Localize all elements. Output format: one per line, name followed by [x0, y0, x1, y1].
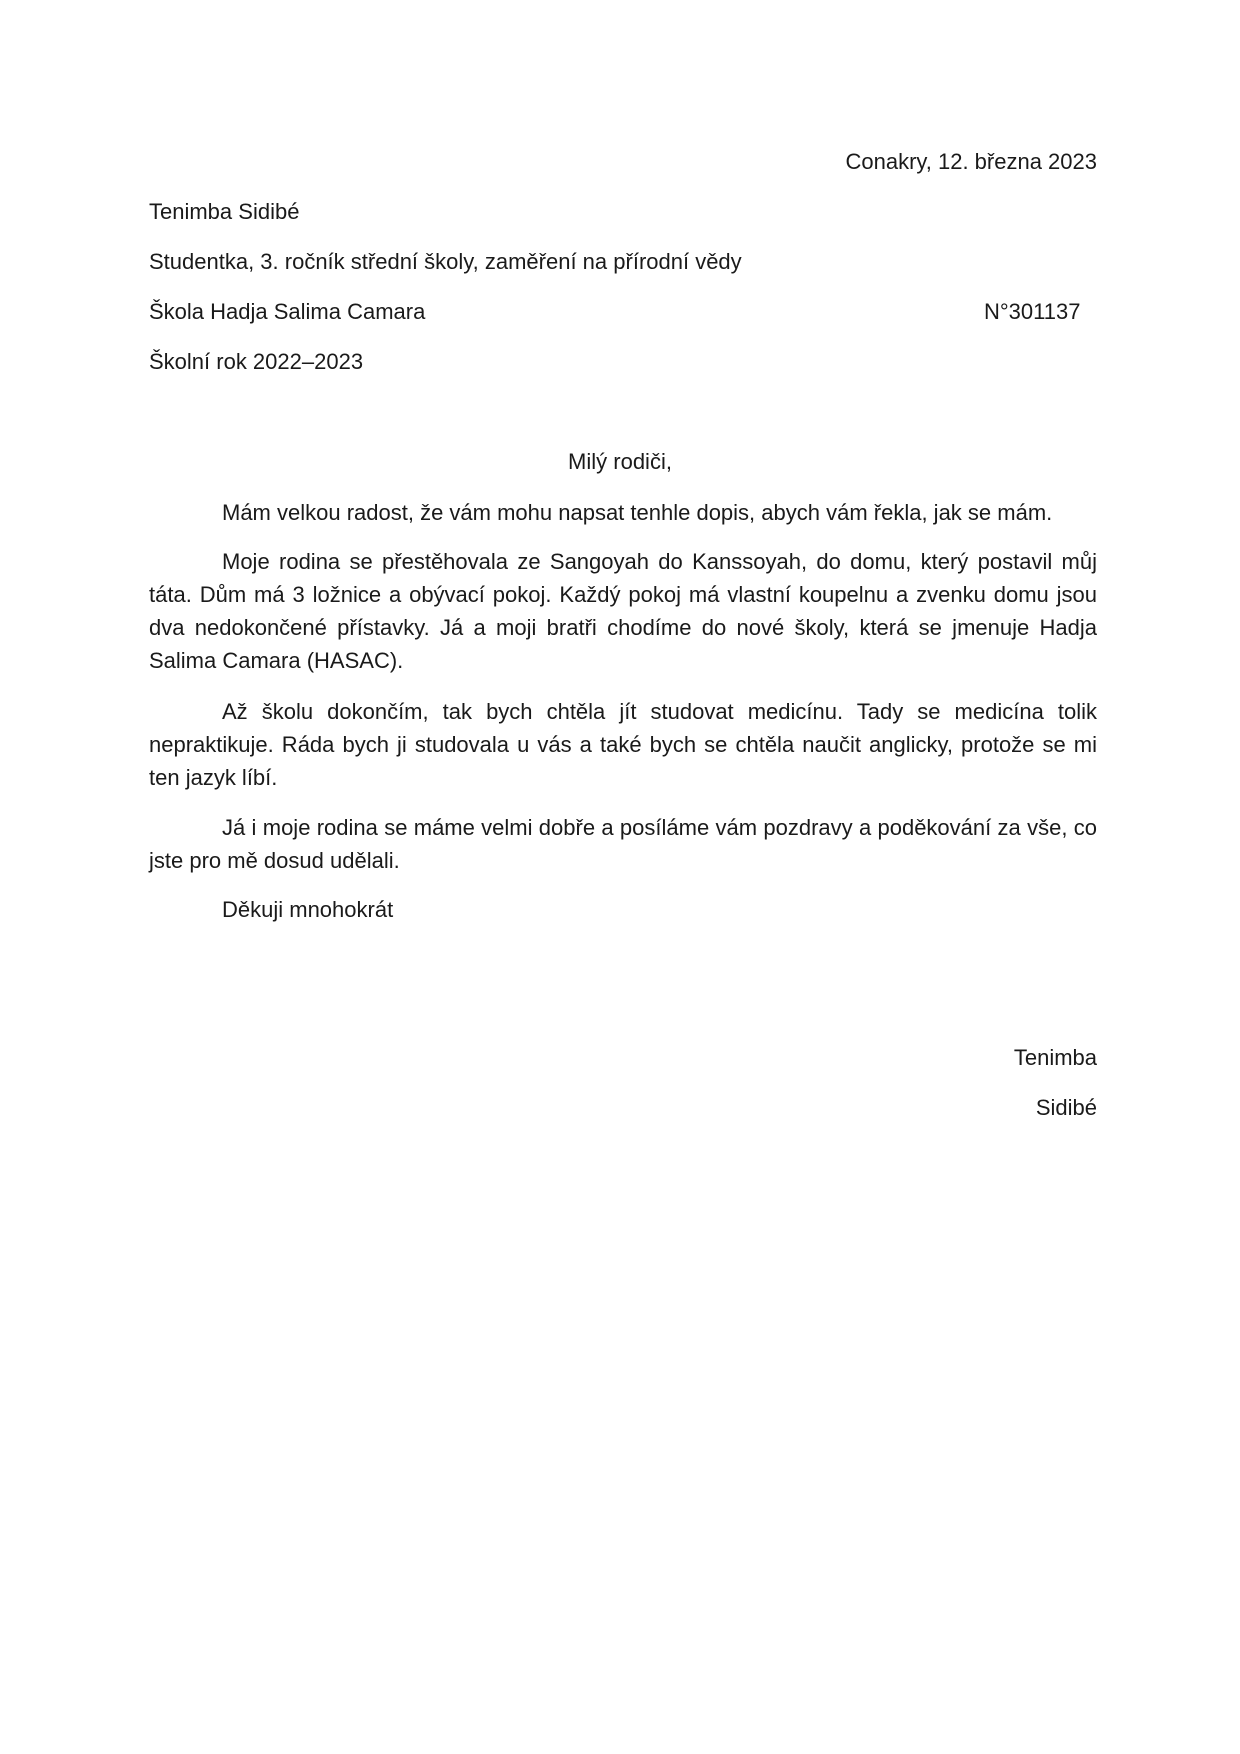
- salutation: Milý rodiči,: [568, 449, 672, 474]
- paragraph-2: Moje rodina se přestěhovala ze Sangoyah do Kanssoyah, do domu, který postavil můj táta. Dům má 3 ložnice a obývací pokoj. Každý pokoj má vlastní koupelnu a zvenku domu jsou dva nedokončené přístavky. Já a moji bratři chodíme do nové školy, která se jmenuje Hadja Salima Camara (HASAC).: [149, 549, 1097, 673]
- school-name: Škola Hadja Salima Camara: [149, 299, 426, 324]
- place-date: Conakry, 12. března 2023: [845, 149, 1097, 174]
- paragraph-1: Mám velkou radost, že vám mohu napsat tenhle dopis, abych vám řekla, jak se mám.: [222, 500, 1053, 525]
- paragraph-4: Já i moje rodina se máme velmi dobře a posíláme vám pozdravy a poděkování za vše, co jste pro mě dosud udělali.: [149, 815, 1097, 873]
- signature-first-name: Tenimba: [1013, 1045, 1097, 1070]
- student-number: N°301137: [984, 299, 1081, 324]
- sender-role: Studentka, 3. ročník střední školy, zaměření na přírodní vědy: [149, 249, 742, 274]
- signature-last-name: Sidibé: [1035, 1095, 1097, 1120]
- closing: Děkuji mnohokrát: [222, 897, 394, 922]
- school-year: Školní rok 2022–2023: [149, 349, 364, 374]
- paragraph-3: Až školu dokončím, tak bych chtěla jít studovat medicínu. Tady se medicína tolik nepraktikuje. Ráda bych ji studovala u vás a také bych se chtěla naučit anglicky, protože se mi ten jazyk líbí.: [149, 699, 1097, 790]
- sender-name: Tenimba Sidibé: [149, 199, 300, 224]
